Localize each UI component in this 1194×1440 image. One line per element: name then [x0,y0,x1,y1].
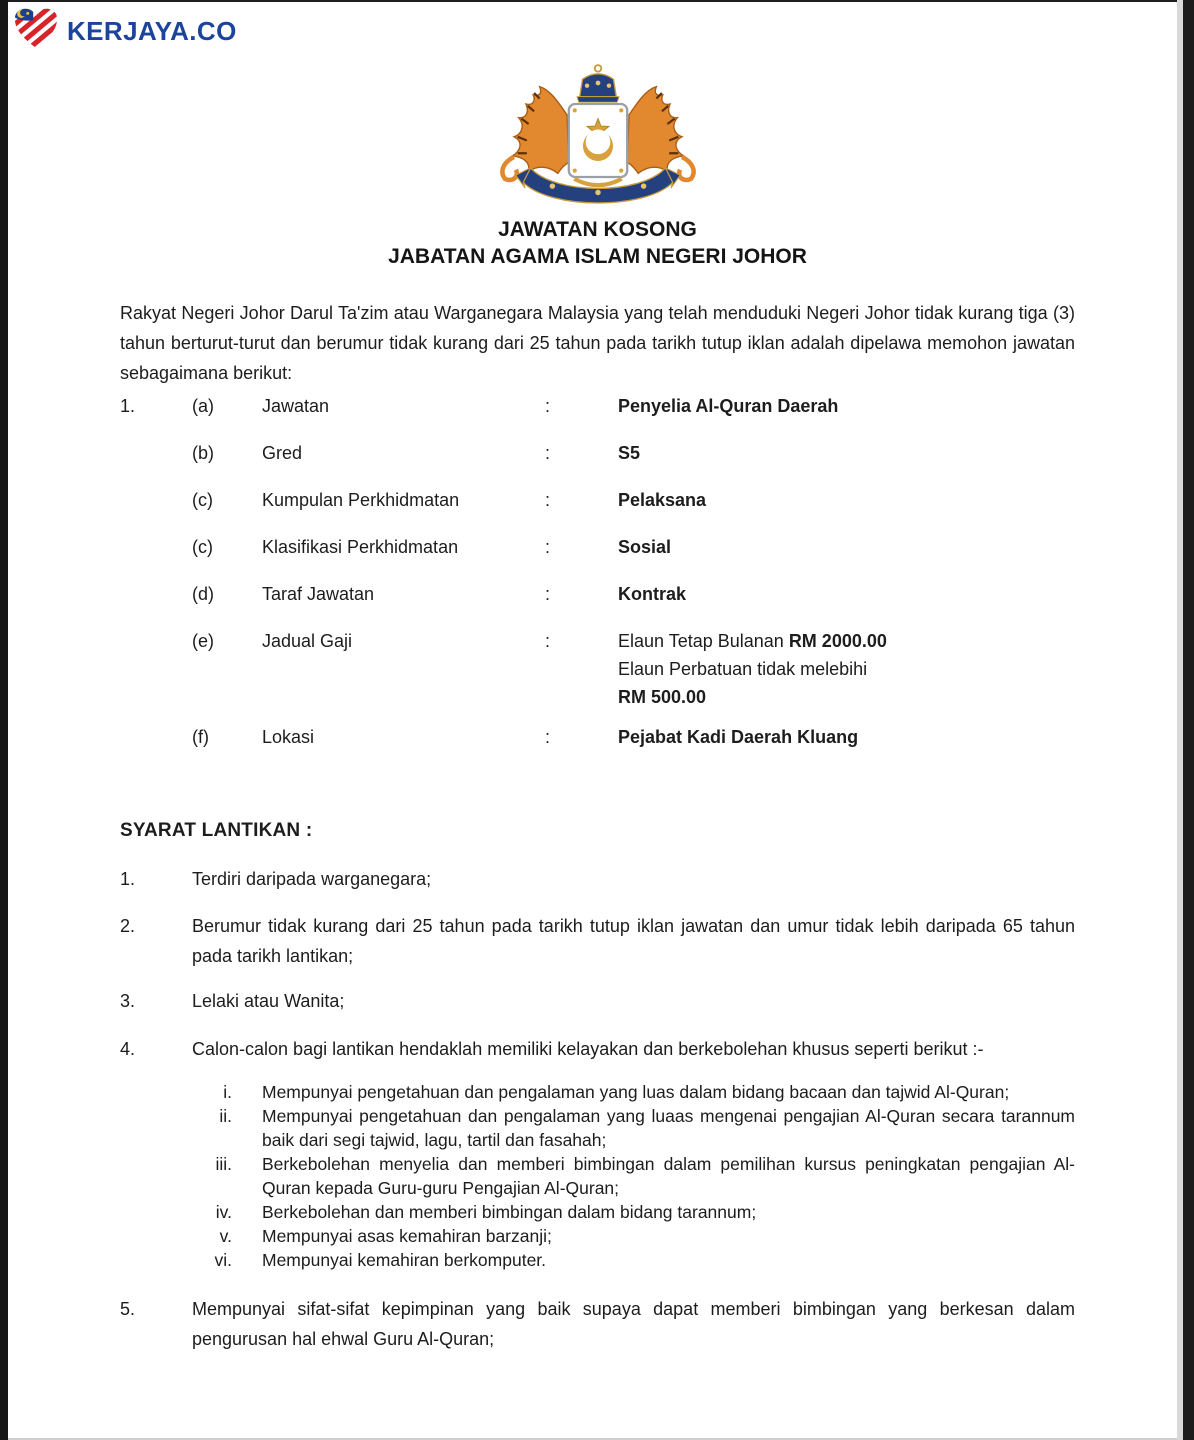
sub-item-text: Mempunyai asas kemahiran barzanji; [262,1226,552,1246]
detail-label: Kumpulan Perkhidmatan [262,490,460,510]
detail-value: Pejabat Kadi Daerah Kluang [618,727,859,747]
sub-item-text: Mempunyai pengetahuan dan pengalaman yang luas dalam bidang bacaan dan tajwid Al-Quran; [262,1082,1010,1102]
syarat-text: Terdiri daripada warganegara; [192,869,432,889]
item-number-spacer [120,723,192,751]
item-number-spacer [120,486,192,514]
detail-row-gaji [120,627,1075,711]
detail-colon: : [545,537,551,557]
sub-item-i [192,1080,1075,1104]
detail-colon: : [545,584,551,604]
item-number-spacer [120,439,192,467]
salary-line1 [618,631,887,651]
detail-row-jawatan [120,392,1075,420]
detail-letter: (a) [192,396,214,416]
sub-item-text: Mempunyai kemahiran berkomputer. [262,1250,547,1270]
detail-value: Pelaksana [618,490,707,510]
title-line-2: JABATAN AGAMA ISLAM NEGERI JOHOR [388,245,807,268]
detail-label: Lokasi [262,727,315,747]
kerjaya-heart-flag-icon [13,7,59,55]
detail-label: Jadual Gaji [262,631,353,651]
syarat-number: 1. [120,869,136,889]
syarat-text: Mempunyai sifat-sifat kepimpinan yang baik supaya dapat memberi bimbingan yang berkesan dalam pengurusan hal ehwal Guru Al-Quran; [192,1299,1075,1349]
syarat-number: 4. [120,1039,136,1059]
document-title [120,216,1075,270]
detail-label: Taraf Jawatan [262,584,375,604]
salary-line2: Elaun Perbatuan tidak melebihi [618,659,868,679]
sub-item-numeral: ii. [219,1106,232,1126]
syarat-item-4 [120,1034,1075,1064]
detail-colon: : [545,490,551,510]
detail-colon: : [545,443,551,463]
sub-item-numeral: i. [223,1082,232,1102]
item-number-spacer [120,580,192,608]
syarat-text: Lelaki atau Wanita; [192,991,345,1011]
detail-value: S5 [618,443,641,463]
detail-row-klasifikasi [120,533,1075,561]
syarat-number: 5. [120,1299,136,1319]
document-content [120,0,1075,1354]
syarat-text: Calon-calon bagi lantikan hendaklah memiliki kelayakan dan berkebolehan khusus seperti berikut :- [192,1039,984,1059]
sub-item-numeral: v. [219,1226,232,1246]
sub-item-text: Berkebolehan menyelia dan memberi bimbingan dalam pemilihan kursus peningkatan pengajian Al-Quran kepada Guru-guru Pengajian Al-Quran; [262,1154,1075,1198]
sub-item-text: Berkebolehan dan memberi bimbingan dalam bidang tarannum; [262,1202,757,1222]
sub-item-ii [192,1104,1075,1152]
syarat-text: Berumur tidak kurang dari 25 tahun pada tarikh tutup iklan jawatan dan umur tidak lebih daripada 65 tahun pada tarikh lantikan; [192,916,1075,966]
detail-colon: : [545,396,551,416]
sub-item-numeral: iv. [215,1202,232,1222]
syarat-item-1 [120,864,1075,894]
syarat-item-5 [120,1294,1075,1354]
syarat-number: 3. [120,991,136,1011]
sub-item-numeral: iii. [215,1154,232,1174]
detail-label: Klasifikasi Perkhidmatan [262,537,459,557]
sub-item-numeral: vi. [214,1250,232,1270]
left-edge-border [0,0,8,1440]
sub-item-v [192,1224,1075,1248]
salary-line1-bold: RM 2000.00 [788,631,887,651]
detail-row-taraf [120,580,1075,608]
item-number-spacer [120,533,192,561]
johor-coat-of-arms [120,62,1075,208]
syarat-item-3 [120,986,1075,1016]
detail-row-lokasi [120,723,1075,751]
kerjaya-logo-text: KERJAYA.CO [67,15,237,46]
detail-letter: (b) [192,443,214,463]
intro-paragraph: Rakyat Negeri Johor Darul Ta'zim atau Warganegara Malaysia yang telah menduduki Negeri Johor tidak kurang tiga (3) tahun berturut-turut dan berumur tidak kurang dari 25 tahun pada tarikh tutup iklan adalah dipelawa memohon jawatan sebagaimana berikut: [120,303,1075,383]
detail-row-gred [120,439,1075,467]
detail-label: Gred [262,443,303,463]
detail-label: Jawatan [262,396,330,416]
detail-colon: : [545,727,551,747]
sub-item-vi [192,1248,1075,1272]
detail-letter: (c) [192,490,213,510]
syarat-number: 2. [120,916,136,936]
detail-letter: (e) [192,631,214,651]
detail-letter: (c) [192,537,213,557]
title-line-1: JAWATAN KOSONG [498,218,697,241]
right-edge-dark-border [1183,0,1194,1440]
detail-colon: : [545,631,551,651]
sub-item-iii [192,1152,1075,1200]
syarat-4-sublist [192,1080,1075,1272]
item-number: 1. [120,396,136,416]
syarat-lantikan-heading: SYARAT LANTIKAN : [120,820,313,841]
vacancy-details [120,392,1075,751]
sub-item-text: Mempunyai pengetahuan dan pengalaman yang luaas mengenai pengajian Al-Quran secara tarannum baik dari segi tajwid, lagu, tartil dan fasahah; [262,1106,1075,1150]
detail-row-kumpulan [120,486,1075,514]
item-number-spacer [120,627,192,711]
salary-line1-normal: Elaun Tetap Bulanan [618,631,789,651]
salary-value [618,627,1075,711]
sub-item-iv [192,1200,1075,1224]
detail-letter: (d) [192,584,214,604]
detail-letter: (f) [192,727,209,747]
salary-line3-bold: RM 500.00 [618,687,707,707]
detail-value: Penyelia Al-Quran Daerah [618,396,839,416]
detail-value: Kontrak [618,584,687,604]
detail-value: Sosial [618,537,672,557]
syarat-item-2 [120,911,1075,971]
